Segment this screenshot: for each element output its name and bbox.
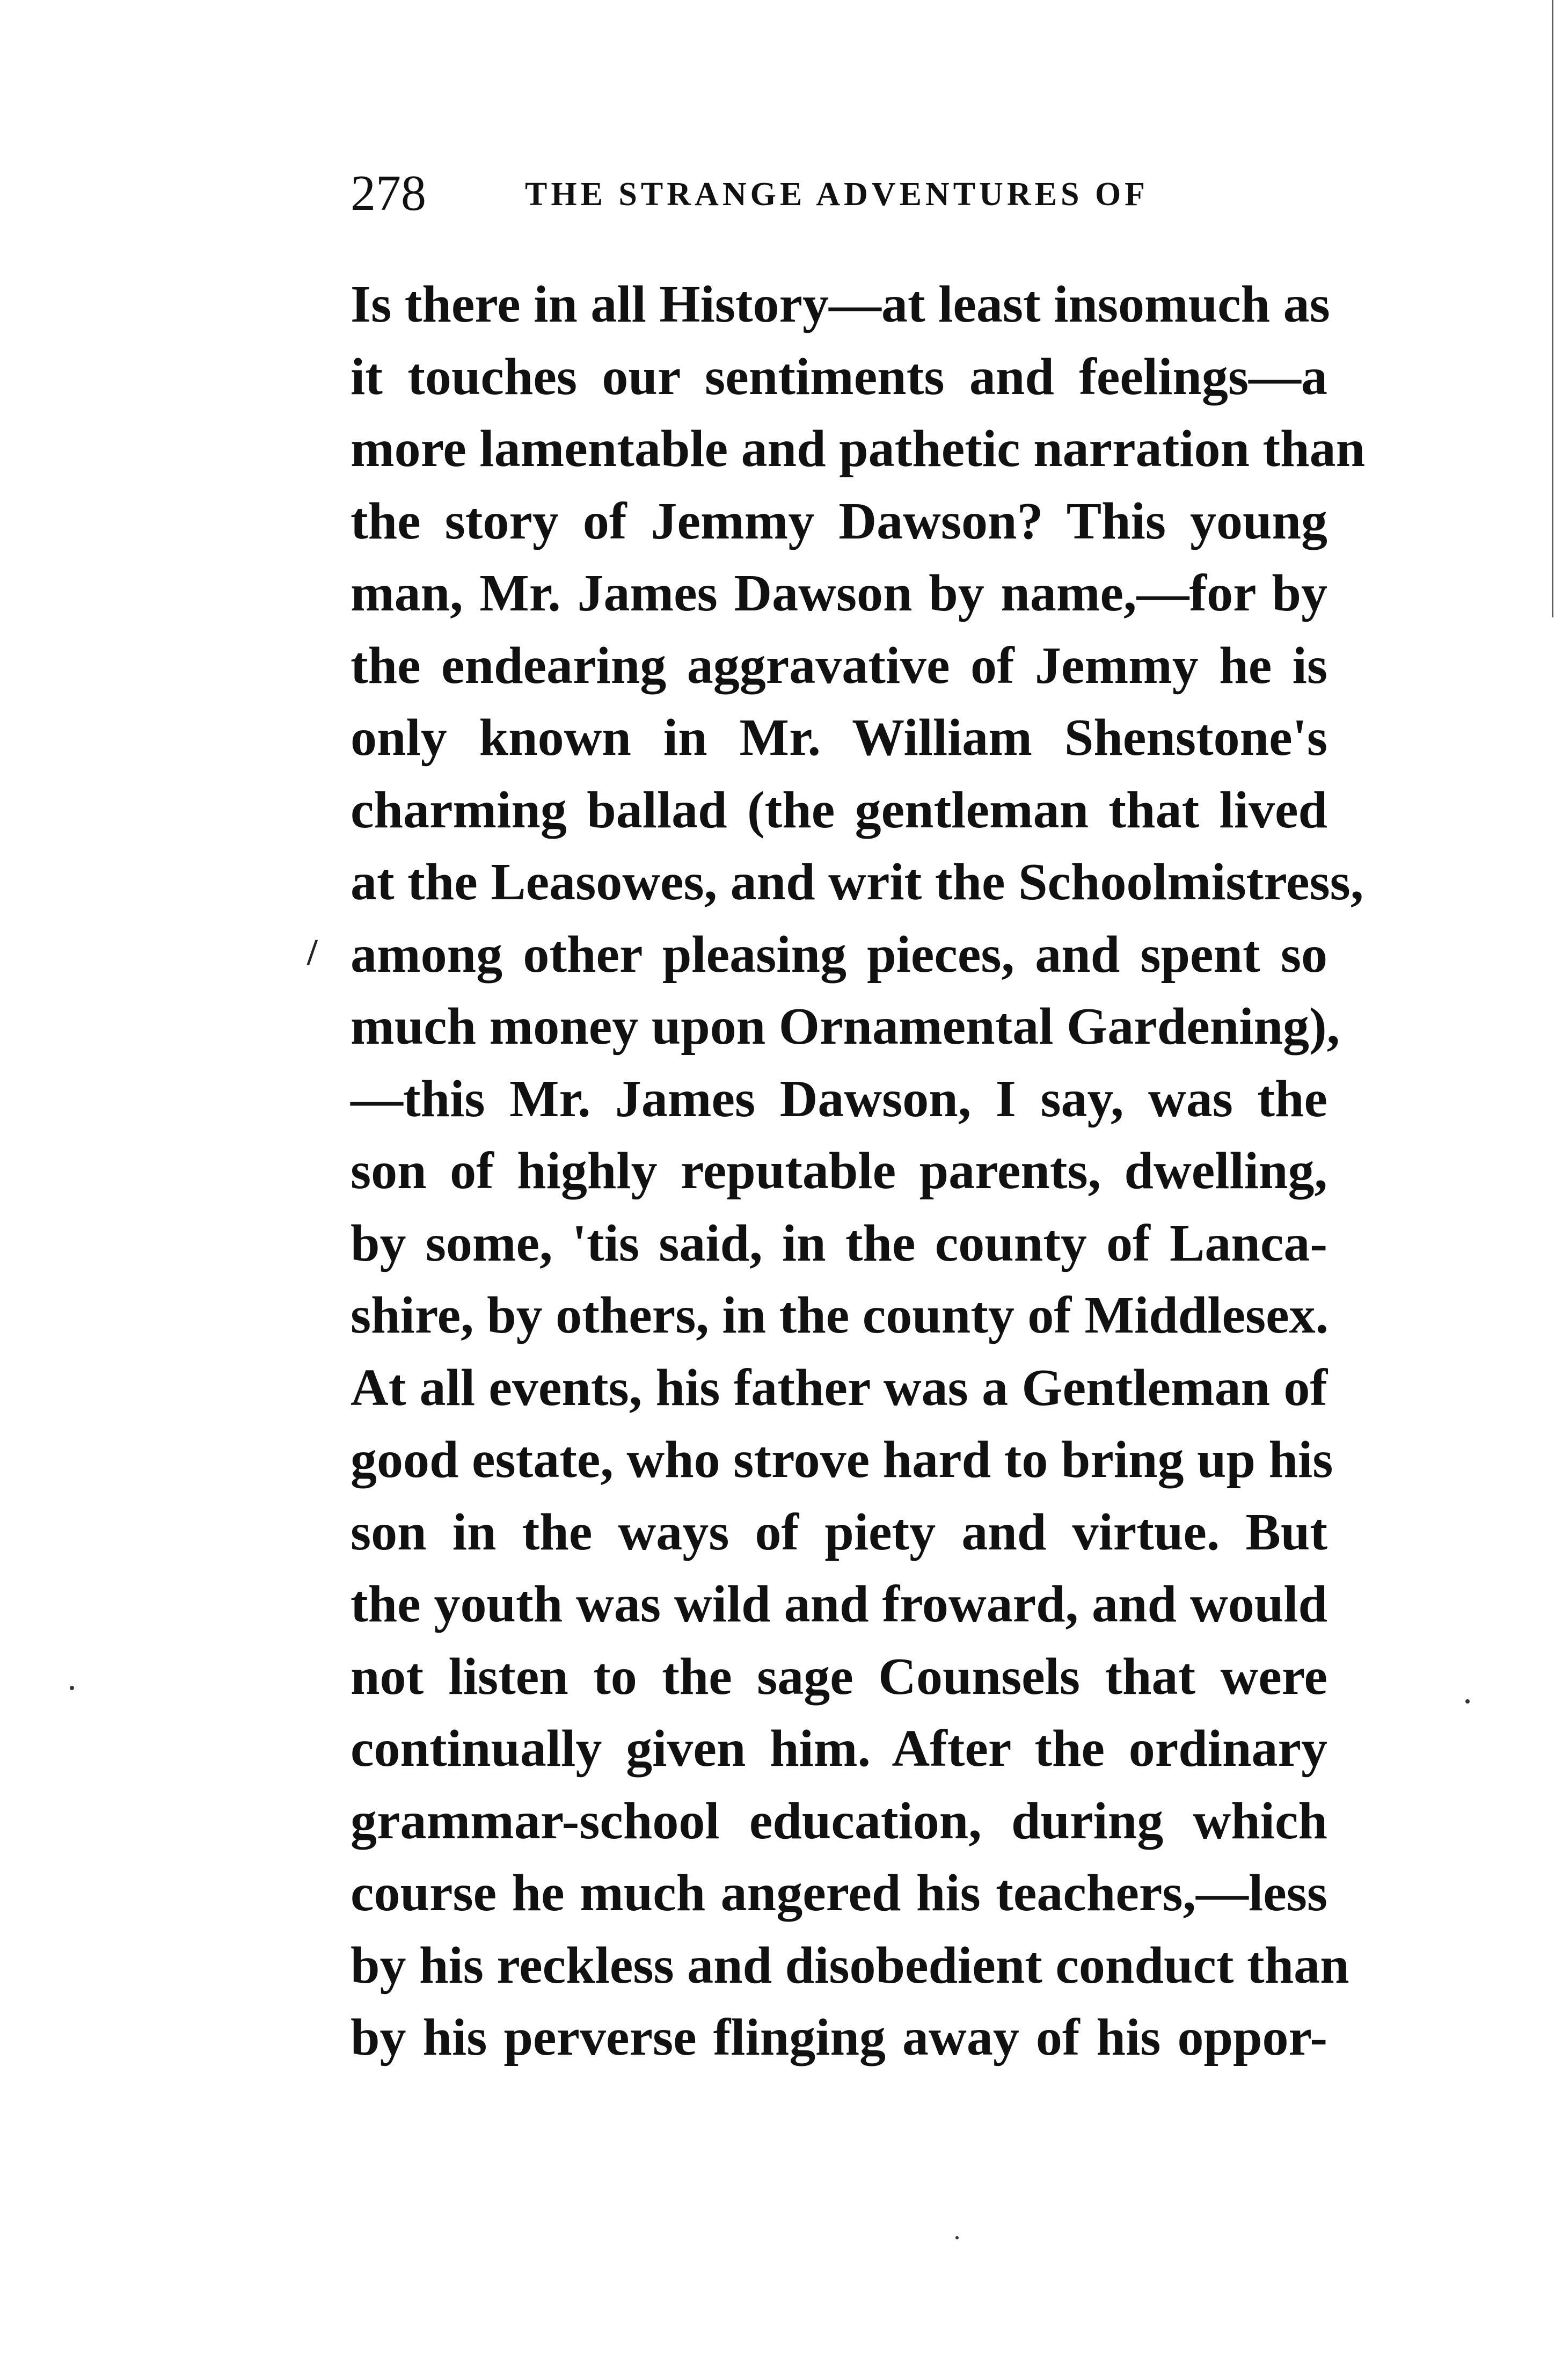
text-line: not listen to the sage Counsels that were <box>351 1647 1327 1706</box>
speck <box>70 1686 74 1690</box>
text-line: at the Leasowes, and writ the Schoolmistress, <box>351 853 1364 911</box>
text-line: it touches our sentiments and feelings—a <box>351 347 1327 406</box>
text-line: good estate, who strove hard to bring up his <box>351 1431 1333 1489</box>
margin-mark: / <box>307 932 318 973</box>
text-line: course he much angered his teachers,—less <box>351 1864 1327 1922</box>
text-line: charming ballad (the gentleman that lived <box>351 781 1327 839</box>
text-line: the youth was wild and froward, and would <box>351 1575 1327 1633</box>
text-line: the endearing aggravative of Jemmy he is <box>351 636 1327 695</box>
text-line: son in the ways of piety and virtue. But <box>351 1503 1327 1561</box>
text-line: —this Mr. James Dawson, I say, was the <box>351 1069 1327 1128</box>
text-line: shire, by others, in the county of Middlesex. <box>351 1286 1329 1344</box>
text-line: much money upon Ornamental Gardening), <box>351 998 1340 1056</box>
text-line: At all events, his father was a Gentleman of <box>351 1358 1327 1417</box>
text-line: man, Mr. James Dawson by name,—for by <box>351 564 1327 622</box>
text-line: grammar-school education, during which <box>351 1792 1327 1850</box>
text-line: among other pleasing pieces, and spent so <box>351 925 1327 984</box>
text-line: more lamentable and pathetic narration than <box>351 420 1366 478</box>
running-head: THE STRANGE ADVENTURES OF <box>525 176 1149 213</box>
scan-edge-line <box>1552 0 1553 617</box>
text-line: by his perverse flinging away of his oppor- <box>351 2008 1327 2066</box>
text-line: only known in Mr. William Shenstone's <box>351 709 1327 767</box>
text-line: the story of Jemmy Dawson? This young <box>351 492 1327 550</box>
text-line: Is there in all History—at least insomuch as <box>351 275 1330 333</box>
speck <box>955 2236 959 2239</box>
text-line: by some, 'tis said, in the county of Lanca- <box>351 1214 1327 1272</box>
body-paragraph <box>351 268 1366 2074</box>
page-header <box>351 161 1317 225</box>
speck <box>1465 1699 1470 1704</box>
text-line: son of highly reputable parents, dwelling, <box>351 1142 1327 1200</box>
page-number: 278 <box>351 165 426 221</box>
text-line: by his reckless and disobedient conduct than <box>351 1936 1349 1995</box>
text-line: continually given him. After the ordinary <box>351 1720 1327 1778</box>
